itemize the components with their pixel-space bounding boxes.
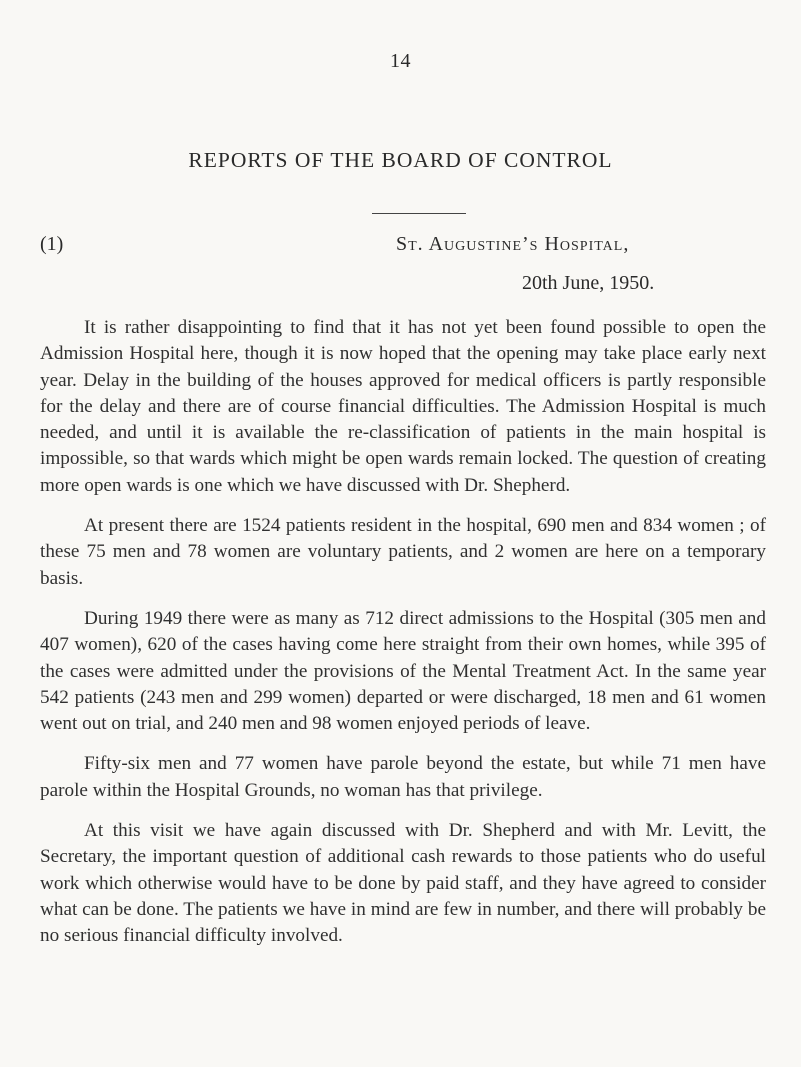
report-body (40, 315, 766, 964)
paragraph-resident-patients: At present there are 1524 patients resident in the hospital, 690 men and 834 women ; of these 75 men and 78 women are voluntary patients, and 2 women are here on a temporary basis. (40, 515, 766, 589)
paragraph-cash-rewards: At this visit we have again discussed with Dr. Shepherd and with Mr. Levitt, the Secretary, the important question of additional cash rewards to those patients who do useful work which otherwise would have to be done by paid staff, and they have agreed to consider what can be done. The patients we have in mind are few in number, and there will probably be no serious financial difficulty involved. (40, 820, 766, 947)
report-title: REPORTS OF THE BOARD OF CONTROL (188, 148, 613, 172)
paragraph-admissions-1949: During 1949 there were as many as 712 direct admissions to the Hospital (305 men and 407 women), 620 of the cases having come here straight from their own homes, while 395 of the cases were admitted under the provisions of the Mental Treatment Act. In the same year 542 patients (243 men and 299 women) departed or were discharged, 18 men and 61 women went out on trial, and 240 men and 98 women enjoyed periods of leave. (40, 607, 766, 735)
paragraph-parole: Fifty-six men and 77 women have parole beyond the estate, but while 71 men have parole within the Hospital Grounds, no woman has that privilege. (40, 753, 766, 801)
paragraph-admission-hospital: It is rather disappointing to find that it has not yet been found possible to open the Admission Hospital here, though it is now hoped that the opening may take place early next year. Delay in the building of the houses approved for medical officers is partly responsible for the delay and there are of course financial difficulties. The Admission Hospital is much needed, and until it is available the re-classification of patients in the main hospital is impossible, so that wards which might be open wards remain locked. The question of creating more open wards is one which we have discussed with Dr. Shepherd. (40, 317, 766, 496)
page-number: 14 (390, 50, 411, 72)
section-number: (1) (40, 233, 64, 255)
title-divider (372, 213, 466, 214)
hospital-name: St. Augustine’s Hospital, (396, 233, 630, 255)
report-date: 20th June, 1950. (522, 272, 655, 294)
